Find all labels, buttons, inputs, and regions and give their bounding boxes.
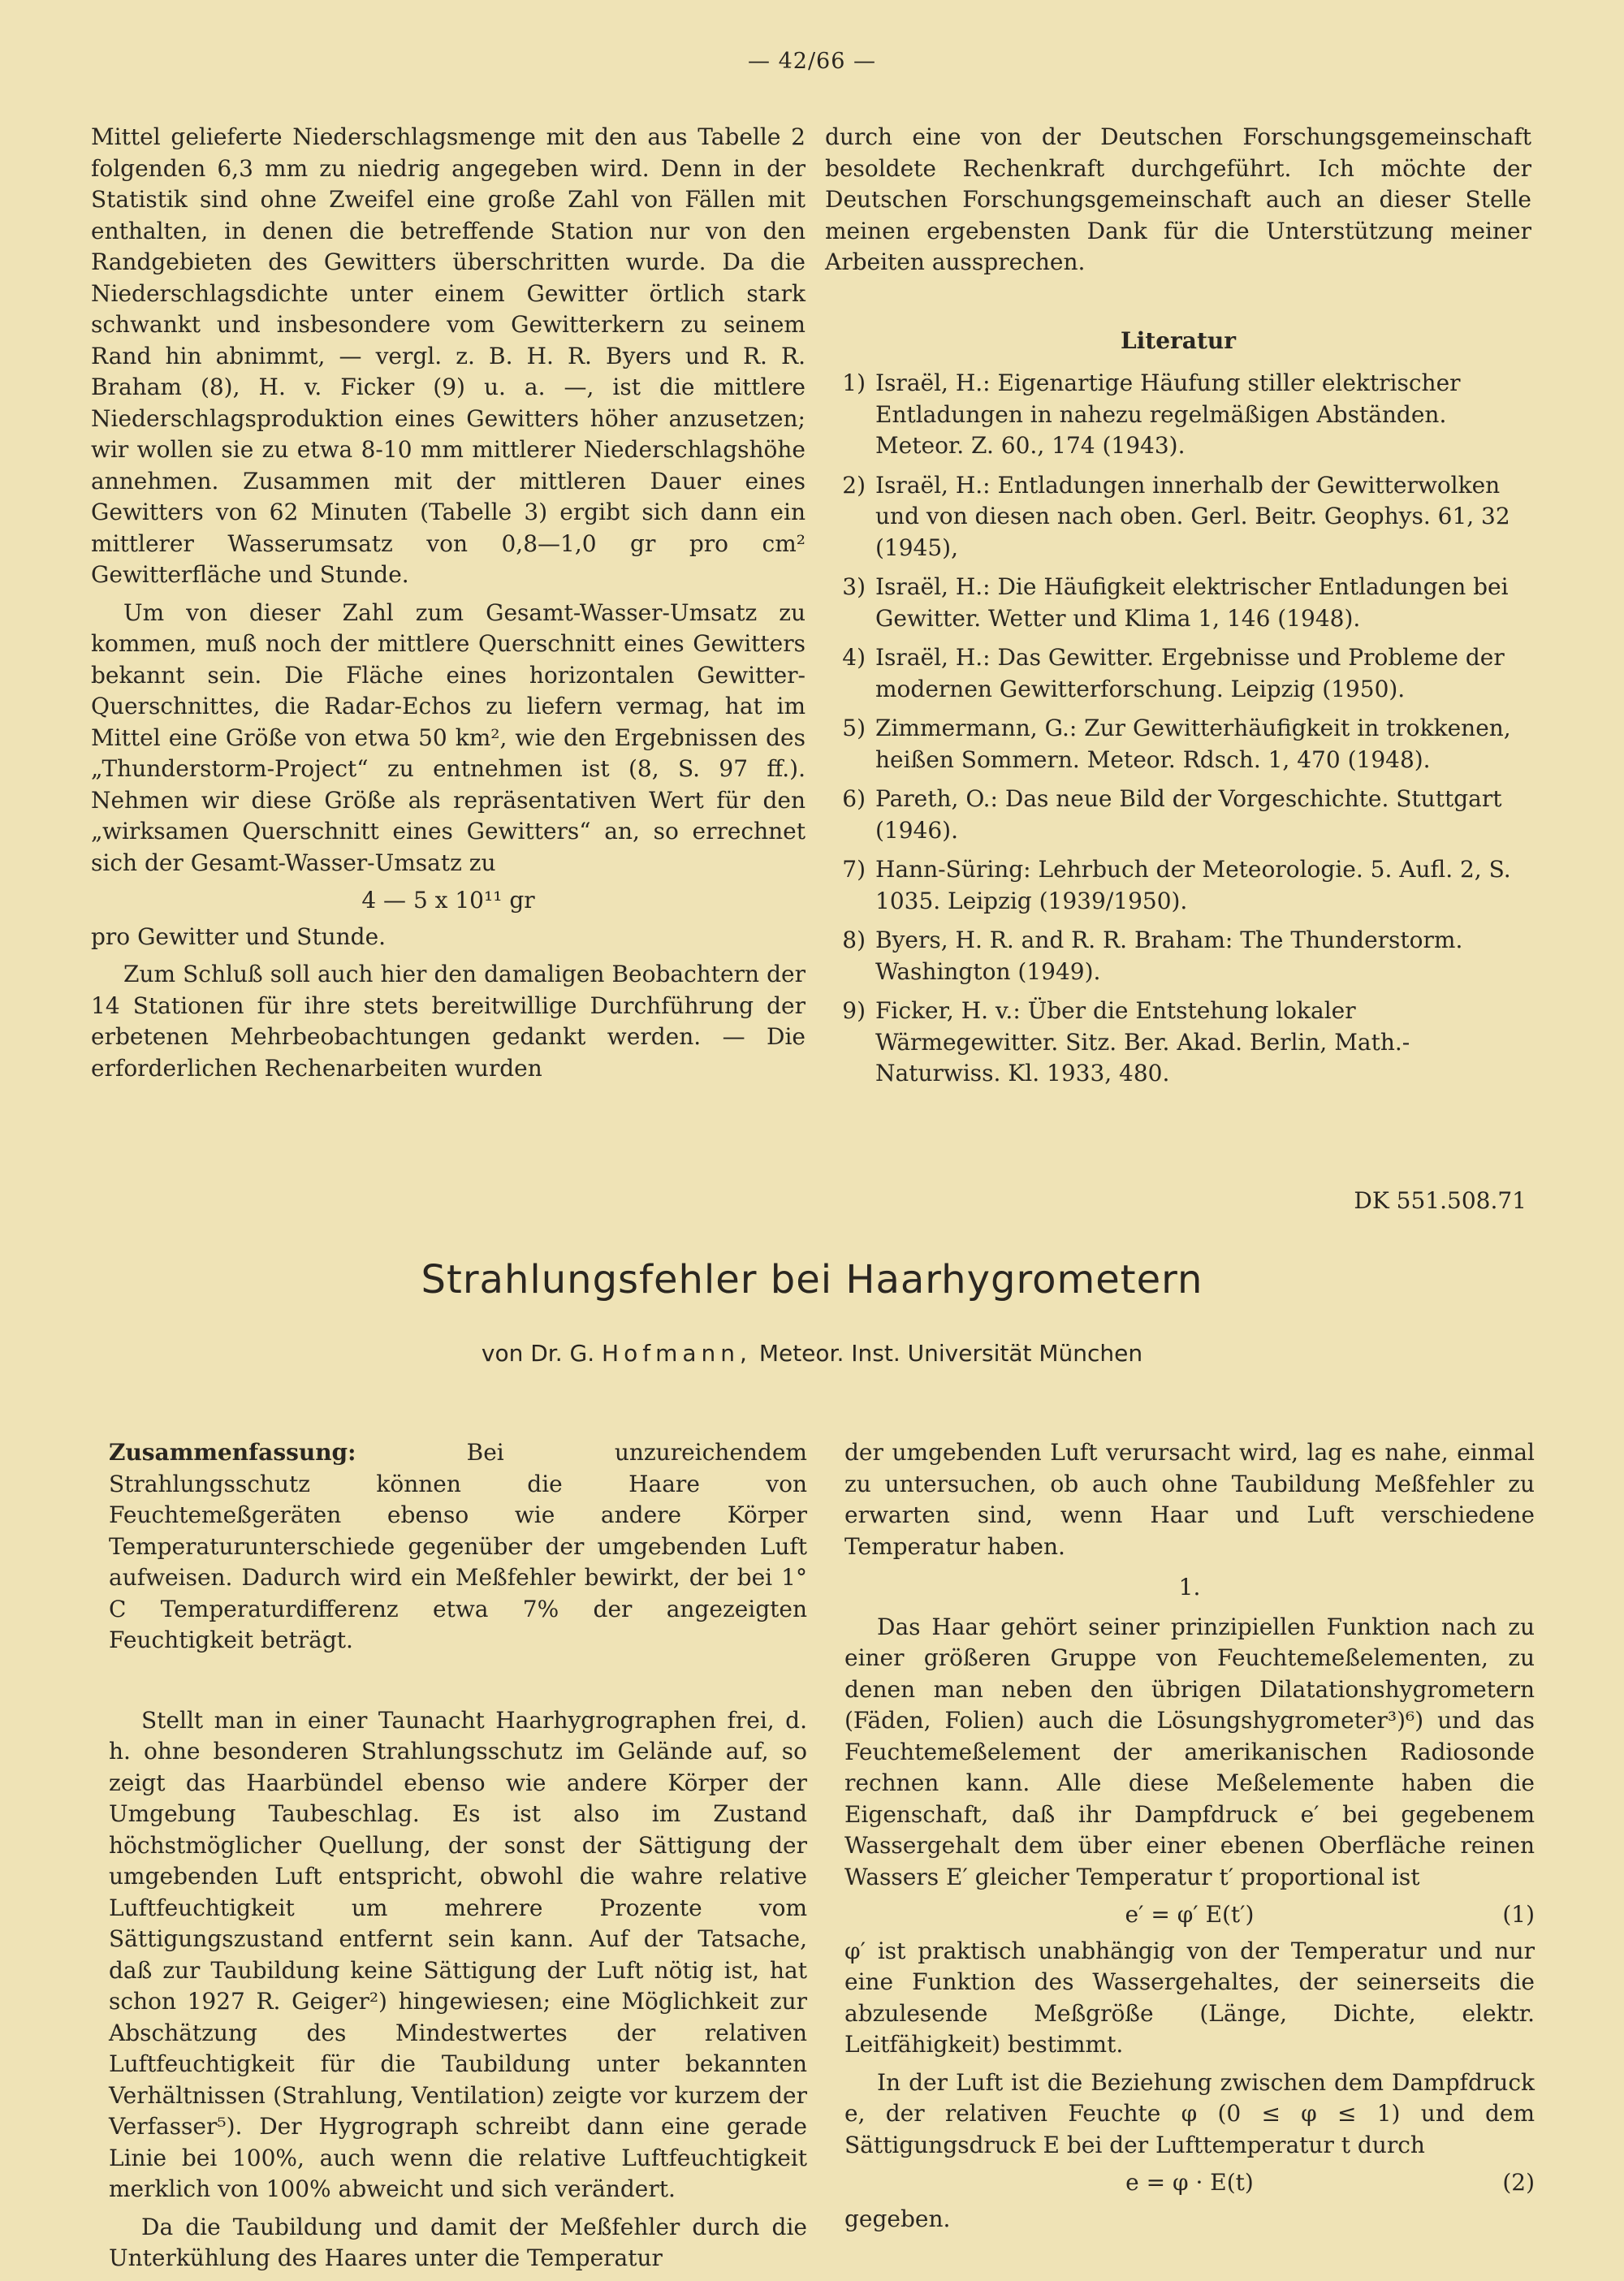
paragraph: In der Luft ist die Beziehung zwischen dem Dampfdruck e, der relativen Feuchte φ (0 ≤ φ ≤ 1) und dem Sättigungsdruck E bei der Lufttemperatur t durch	[844, 2068, 1535, 2158]
literature-heading: Literatur	[1120, 326, 1236, 354]
dk-classification: DK 551.508.71	[1354, 1187, 1527, 1214]
summary	[109, 1437, 807, 1657]
bottom-left-column	[109, 1437, 807, 2281]
equation-number: (1)	[1502, 1901, 1535, 1928]
reference-item: 1) Israël, H.: Eigenartige Häufung stiller elektrischer Entladungen in nahezu regelmäßigen Abständen. Meteor. Z. 60., 174 (1943).	[842, 369, 1461, 459]
reference-item: 9) Ficker, H. v.: Über die Entstehung lokaler Wärmegewitter. Sitz. Ber. Akad. Berlin, Math.-Naturwiss. Kl. 1933, 480.	[842, 997, 1410, 1086]
author-line	[0, 1340, 1624, 1367]
page-number: — 42/66 —	[748, 49, 876, 74]
top-right-column	[825, 122, 1531, 1098]
equation-number: (2)	[1502, 2169, 1535, 2196]
summary-label: Zusammenfassung:	[109, 1439, 356, 1466]
summary-text: Bei unzureichendem Strahlungsschutz können die Haare von Feuchtemeßgeräten ebenso wie andere Körper Temperaturunterschiede gegenüber der umgebenden Luft aufweisen. Dadurch wird ein Meßfehler bewirkt, der bei 1° C Temperaturdifferenz etwa 7% der angezeigten Feuchtigkeit beträgt.	[109, 1439, 807, 1653]
formula-2: e = φ · E(t) (2)	[844, 2167, 1535, 2199]
section-number: 1.	[1178, 1574, 1201, 1601]
reference-item: 4) Israël, H.: Das Gewitter. Ergebnisse und Probleme der modernen Gewitterforschung. Leipzig (1950).	[842, 644, 1505, 702]
paragraph: durch eine von der Deutschen Forschungsgemeinschaft besoldete Rechenkraft durchgeführt. Ich möchte der Deutschen Forschungsgemeinschaft auch an dieser Stelle meinen ergebensten Dank für die Unterstützung meiner Arbeiten aussprechen.	[825, 123, 1531, 275]
bottom-right-column	[844, 1437, 1535, 2241]
paragraph: φ′ ist praktisch unabhängig von der Temperatur und nur eine Funktion des Wassergehaltes, der seinerseits die abzulesende Meßgröße (Länge, Dichte, elektr. Leitfähigkeit) bestimmt.	[844, 1937, 1535, 2058]
reference-item: 3) Israël, H.: Die Häufigkeit elektrischer Entladungen bei Gewitter. Wetter und Klima 1, 146 (1948).	[842, 573, 1509, 632]
paragraph: der umgebenden Luft verursacht wird, lag es nahe, einmal zu untersuchen, ob auch ohne Taubildung Meßfehler zu erwarten sind, wenn Haar und Luft verschiedene Temperatur haben.	[844, 1439, 1535, 1560]
article-title: Strahlungsfehler bei Haarhygrometern	[421, 1257, 1203, 1303]
reference-item: 5) Zimmermann, G.: Zur Gewitterhäufigkeit in trokkenen, heißen Sommern. Meteor. Rdsch. 1, 470 (1948).	[842, 715, 1511, 773]
paragraph: Um von dieser Zahl zum Gesamt-Wasser-Umsatz zu kommen, muß noch der mittlere Querschnitt eines Gewitters bekannt sein. Die Fläche eines horizontalen Gewitter-Querschnittes, die Radar-Echos zu liefern vermag, hat im Mittel eine Größe von etwa 50 km², wie den Ergebnissen des „Thunderstorm-Project“ zu entnehmen ist (8, S. 97 ff.). Nehmen wir diese Größe als repräsentativen Wert für den „wirksamen Querschnitt eines Gewitters“ an, so errechnet sich der Gesamt-Wasser-Umsatz zu	[91, 598, 806, 876]
reference-item: 2) Israël, H.: Entladungen innerhalb der Gewitterwolken und von diesen nach oben. Gerl. Beitr. Geophys. 61, 32 (1945),	[842, 471, 1510, 561]
formula-1: e′ = φ′ E(t′) (1)	[844, 1899, 1535, 1931]
paragraph: Zum Schluß soll auch hier den damaligen Beobachtern der 14 Stationen für ihre stets bereitwillige Durchführung der erbetenen Mehrbeobachtungen gedankt werden. — Die erforderlichen Rechenarbeiten wurden	[91, 961, 806, 1082]
formula: 4 — 5 x 10¹¹ gr	[361, 887, 535, 914]
author-affiliation: Meteor. Inst. Universität München	[758, 1340, 1143, 1367]
author-name: Hofmann,	[602, 1340, 752, 1367]
reference-item: 8) Byers, H. R. and R. R. Braham: The Thunderstorm. Washington (1949).	[842, 927, 1463, 985]
author-prefix: von Dr. G.	[481, 1340, 595, 1367]
paragraph: Das Haar gehört seiner prinzipiellen Funktion nach zu einer größeren Gruppe von Feuchtemeßelementen, zu denen man neben den übrigen Dilatationshygrometern (Fäden, Folien) auch die Lösungshygrometer³)⁶) und das Feuchtemeßelement der amerikanischen Radiosonde rechnen kann. Alle diese Meßelemente haben die Eigenschaft, daß ihr Dampfdruck e′ bei gegebenem Wassergehalt dem über einer ebenen Oberfläche reinen Wassers E′ gleicher Temperatur t′ proportional ist	[844, 1613, 1535, 1890]
paragraph: pro Gewitter und Stunde.	[91, 922, 387, 950]
reference-item: 6) Pareth, O.: Das neue Bild der Vorgeschichte. Stuttgart (1946).	[842, 785, 1502, 844]
top-left-column	[91, 122, 806, 1091]
paragraph: Mittel gelieferte Niederschlagsmenge mit den aus Tabelle 2 folgenden 6,3 mm zu niedrig angegeben wird. Denn in der Statistik sind ohne Zweifel eine große Zahl von Fällen mit enthalten, in denen die betreffende Station nur von den Randgebieten des Gewitters überschritten wurde. Da die Niederschlagsdichte unter einem Gewitter örtlich stark schwankt und insbesondere vom Gewitterkern zu seinem Rand hin abnimmt, — vergl. z. B. H. R. Byers und R. R. Braham (8), H. v. Ficker (9) u. a. —, ist die mittlere Niederschlagsproduktion eines Gewitters höher anzusetzen; wir wollen sie zu etwa 8-10 mm mittlerer Niederschlagshöhe annehmen. Zusammen mit der mittleren Dauer eines Gewitters von 62 Minuten (Tabelle 3) ergibt sich dann ein mittlerer Wasserumsatz von 0,8—1,0 gr pro cm² Gewitterfläche und Stunde.	[91, 123, 806, 588]
paragraph: Da die Taubildung und damit der Meßfehler durch die Unterkühlung des Haares unter die Temperatur	[109, 2213, 807, 2271]
paragraph: gegeben.	[844, 2205, 951, 2232]
reference-item: 7) Hann-Süring: Lehrbuch der Meteorologie. 5. Aufl. 2, S. 1035. Leipzig (1939/1950).	[842, 856, 1511, 914]
paragraph: Stellt man in einer Taunacht Haarhygrographen frei, d. h. ohne besonderen Strahlungsschutz im Gelände auf, so zeigt das Haarbündel ebenso wie andere Körper der Umgebung Taubeschlag. Es ist also im Zustand höchstmöglicher Quellung, der sonst der Sättigung der umgebenden Luft entspricht, obwohl die wahre relative Luftfeuchtigkeit um mehrere Prozente vom Sättigungszustand entfernt sein kann. Auf der Tatsache, daß zur Taubildung keine Sättigung der Luft nötig ist, hat schon 1927 R. Geiger²) hingewiesen; eine Möglichkeit zur Abschätzung des Mindestwertes der relativen Luftfeuchtigkeit für die Taubildung unter bekannten Verhältnissen (Strahlung, Ventilation) zeigte vor kurzem der Verfasser⁵). Der Hygrograph schreibt dann eine gerade Linie bei 100%, auch wenn die relative Luftfeuchtigkeit merklich von 100% abweicht und sich verändert.	[109, 1706, 807, 2202]
